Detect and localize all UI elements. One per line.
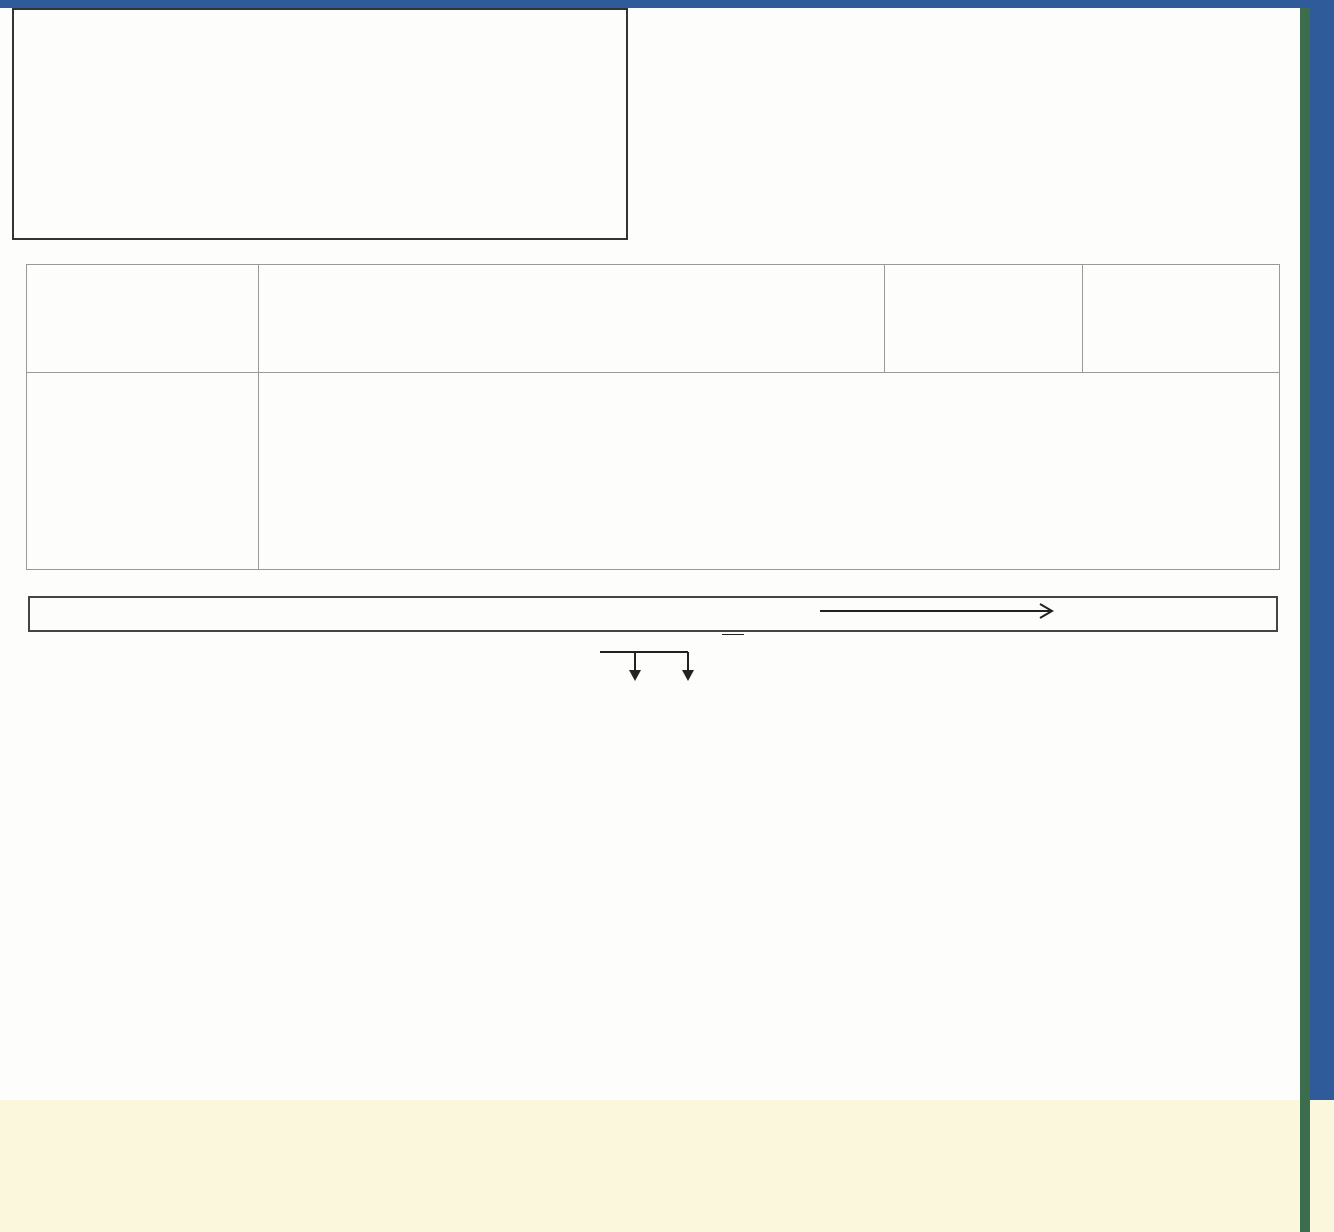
time-column-arrows-icon	[598, 648, 702, 684]
title-banner	[640, 8, 1276, 64]
first-date-cell[interactable]	[722, 634, 744, 635]
date-arrow-icon	[820, 601, 1060, 621]
regular-title-bar	[28, 596, 1278, 632]
patient-label-box	[12, 8, 628, 240]
oxygen-section	[26, 264, 1280, 570]
bottom-strip	[0, 1100, 1334, 1232]
prescription-chart-page	[0, 8, 1310, 1232]
green-binding-edge	[1300, 8, 1310, 1232]
right-edge-bar	[1310, 8, 1334, 1100]
